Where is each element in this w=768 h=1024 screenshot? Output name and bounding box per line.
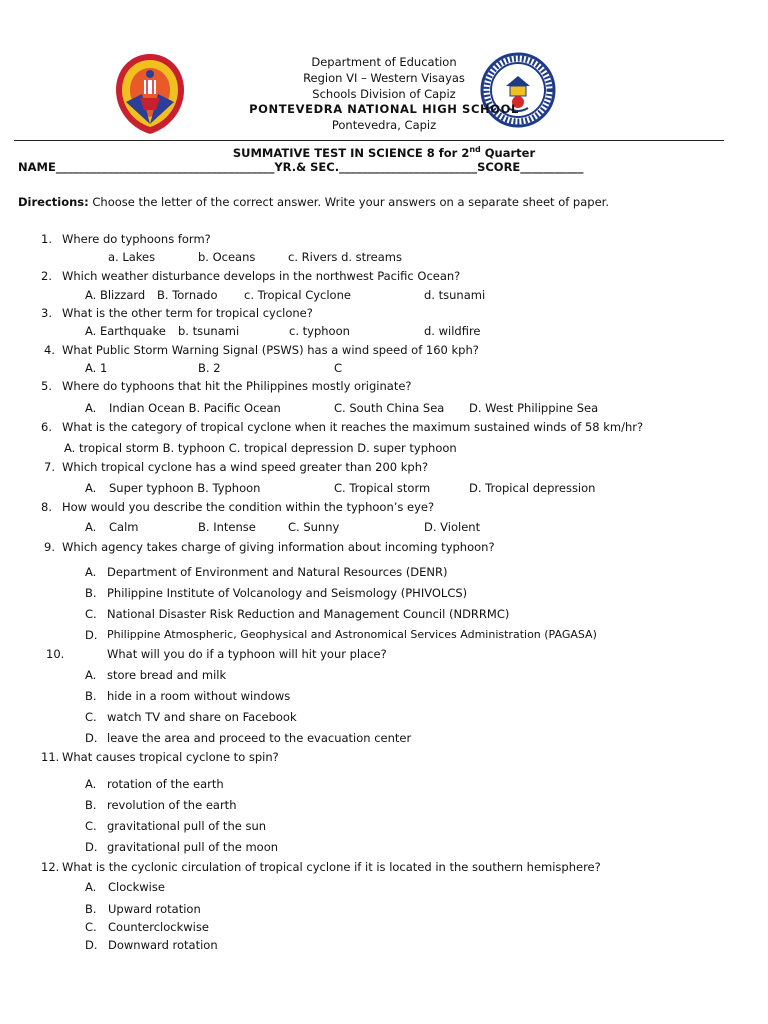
option: watch TV and share on Facebook (107, 710, 297, 724)
option: d. tsunami (424, 288, 486, 302)
question-text: Which agency takes charge of giving information about incoming typhoon? (62, 540, 495, 554)
option: c. Rivers d. streams (288, 250, 402, 264)
question-number: 2. (41, 269, 52, 283)
option-letter: C. (85, 819, 97, 833)
question-number: 8. (41, 500, 52, 514)
question-number: 6. (41, 420, 52, 434)
question-text: What is the other term for tropical cyclone? (62, 306, 313, 320)
option: C. Tropical storm (334, 481, 431, 495)
option: Upward rotation (108, 902, 201, 916)
option: B. 2 (198, 361, 221, 375)
question-text: What is the cyclonic circulation of tropical cyclone if it is located in the southern hemisphere? (62, 860, 601, 874)
option-letter: D. (85, 840, 98, 854)
question-text: Where do typhoons form? (62, 232, 211, 246)
option: gravitational pull of the moon (107, 840, 279, 854)
option: hide in a room without windows (107, 689, 291, 703)
option: Indian Ocean B. Pacific Ocean (109, 401, 281, 415)
option: leave the area and proceed to the evacuation center (107, 731, 412, 745)
option-letter: A. (85, 520, 97, 534)
question-number: 7. (44, 460, 55, 474)
option: d. wildfire (424, 324, 481, 338)
option: B. Intense (198, 520, 256, 534)
option: A. Earthquake (85, 324, 166, 338)
option: c. Tropical Cyclone (244, 288, 351, 302)
option: D. Tropical depression (469, 481, 596, 495)
option-letter: D. (85, 731, 98, 745)
option: C. Sunny (288, 520, 340, 534)
question-number: 9. (44, 540, 55, 554)
option: store bread and milk (107, 668, 227, 682)
header-region: Region VI – Western Visayas (303, 71, 465, 85)
option: b. tsunami (178, 324, 240, 338)
question-number: 1. (41, 232, 52, 246)
option: A. 1 (85, 361, 108, 375)
question-text: What is the category of tropical cyclone when it reaches the maximum sustained winds of 58 km/hr? (62, 420, 644, 434)
question-number: 11. (41, 750, 60, 764)
option: Clockwise (108, 880, 165, 894)
option: D. Violent (424, 520, 481, 534)
header-division: Schools Division of Capiz (312, 87, 456, 101)
option-letter: A. (85, 565, 97, 579)
option: Philippine Institute of Volcanology and Seismology (PHIVOLCS) (107, 586, 468, 600)
option: gravitational pull of the sun (107, 819, 267, 833)
option: a. Lakes (108, 250, 156, 264)
option-letter: A. (85, 777, 97, 791)
option-letter: B. (85, 902, 97, 916)
question-text: What Public Storm Warning Signal (PSWS) has a wind speed of 160 kph? (62, 343, 479, 357)
option: Counterclockwise (108, 920, 209, 934)
option: A. tropical storm B. typhoon C. tropical depression D. super typhoon (64, 441, 457, 455)
question-text: What causes tropical cyclone to spin? (62, 750, 279, 764)
option-letter: A. (85, 481, 97, 495)
option-letter: B. (85, 689, 97, 703)
question-number: 10. (46, 647, 65, 661)
header-town: Pontevedra, Capiz (331, 118, 437, 132)
question-text: How would you describe the condition within the typhoon’s eye? (62, 500, 435, 514)
question-text: Which weather disturbance develops in the northwest Pacific Ocean? (62, 269, 461, 283)
option: D. West Philippine Sea (469, 401, 599, 415)
option: Super typhoon B. Typhoon (109, 481, 261, 495)
option-letter: A. (85, 668, 97, 682)
option-letter: B. (85, 586, 97, 600)
question-text: What will you do if a typhoon will hit your place? (107, 647, 387, 661)
option-letter: A. (85, 401, 97, 415)
question-number: 5. (41, 379, 52, 393)
test-title: SUMMATIVE TEST IN SCIENCE 8 for 2nd Quarter (232, 145, 536, 160)
option: Philippine Atmospheric, Geophysical and Astronomical Services Administration (PAGASA) (107, 628, 597, 641)
option: revolution of the earth (107, 798, 237, 812)
option-letter: A. (85, 880, 97, 894)
option-letter: D. (85, 628, 98, 642)
student-info-line: NAME______________________________________YR.& SEC.________________________SCORE___________ (18, 160, 584, 174)
option: C. South China Sea (334, 401, 445, 415)
header-rule (14, 140, 724, 141)
directions: Directions: Choose the letter of the correct answer. Write your answers on a separate sheet of paper. (18, 195, 609, 209)
option-letter: C. (85, 607, 97, 621)
question-text: Where do typhoons that hit the Philippines mostly originate? (62, 379, 412, 393)
option-letter: B. (85, 798, 97, 812)
option: A. Blizzard (85, 288, 146, 302)
question-number: 4. (44, 343, 55, 357)
question-text: Which tropical cyclone has a wind speed greater than 200 kph? (62, 460, 429, 474)
question-number: 3. (41, 306, 52, 320)
option: Department of Environment and Natural Resources (DENR) (107, 565, 448, 579)
option: National Disaster Risk Reduction and Management Council (NDRRMC) (107, 607, 510, 621)
question-number: 12. (41, 860, 60, 874)
header-dept: Department of Education (311, 55, 457, 69)
option-letter: C. (85, 710, 97, 724)
option: B. Tornado (157, 288, 218, 302)
option-letter: C. (85, 920, 97, 934)
option: rotation of the earth (107, 777, 224, 791)
header-school: PONTEVEDRA NATIONAL HIGH SCHOOL (249, 102, 519, 116)
option: C (334, 361, 343, 375)
option: c. typhoon (289, 324, 350, 338)
option: Calm (109, 520, 139, 534)
option-letter: D. (85, 938, 98, 952)
option: Downward rotation (108, 938, 218, 952)
option: b. Oceans (198, 250, 256, 264)
